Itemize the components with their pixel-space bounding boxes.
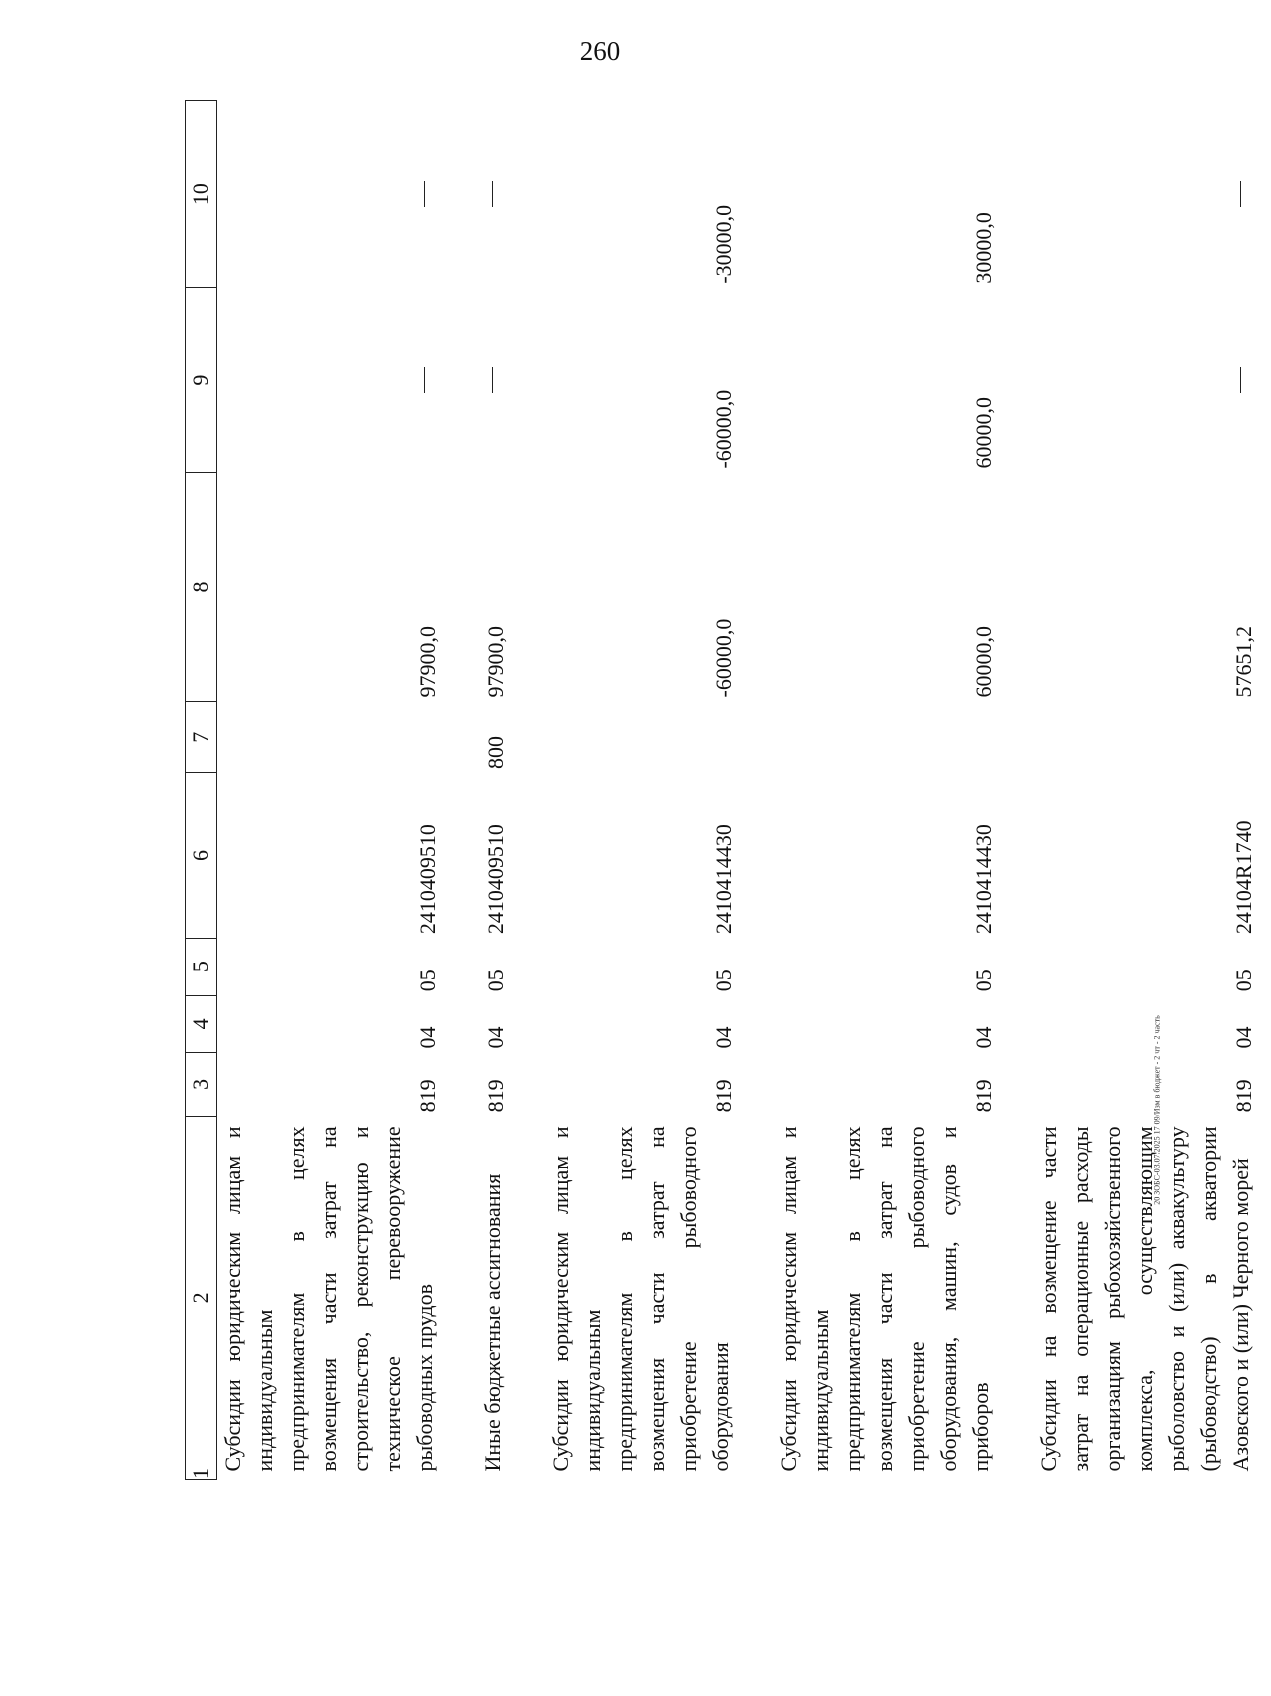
cell-col-10-dash — [1033, 101, 1271, 288]
cell-col-9-dash — [1033, 288, 1271, 473]
cell-col-6: 2410414430 — [971, 824, 996, 935]
cell-col-7 — [1033, 701, 1271, 773]
header-col-6: 6 — [186, 773, 217, 938]
header-col-10: 10 — [186, 101, 217, 288]
cell-col-9-dash — [477, 288, 523, 473]
table-row — [217, 101, 456, 1480]
cell-col-8: 97900,0 — [415, 625, 440, 698]
row-description: Субсидии юридическим лицам и индивидуальным предпринимателям в целях возмещения части затрат на приобретение рыбоводного оборудования, машин, судов и приборов — [776, 1126, 993, 1472]
cell-col-6: 24104R1740 — [1231, 820, 1256, 935]
cell-col-3: 819 — [1231, 1079, 1256, 1113]
cell-col-4: 04 — [971, 1026, 996, 1049]
cell-col-9: -60000,0 — [711, 389, 736, 469]
row-description: Субсидии юридическим лицам и индивидуальным предпринимателям в целях возмещения части затрат на строительство, реконструкцию и техническое перевооружение рыбоводных прудов — [220, 1126, 437, 1472]
header-col-4: 4 — [186, 995, 217, 1052]
page-number: 260 — [579, 36, 621, 66]
cell-col-10-dash — [477, 101, 523, 288]
table-row — [1033, 101, 1271, 1480]
header-col-3: 3 — [186, 1053, 217, 1117]
cell-col-6: 2410409510 — [483, 824, 508, 935]
cell-col-10: 30000,0 — [971, 212, 996, 284]
cell-col-3: 819 — [415, 1079, 440, 1113]
cell-col-5: 05 — [415, 969, 440, 992]
cell-col-4: 04 — [1231, 1026, 1256, 1049]
cell-col-5: 05 — [711, 969, 736, 992]
cell-col-9: 60000,0 — [971, 397, 996, 469]
header-col-7: 7 — [186, 701, 217, 773]
cell-col-5: 05 — [483, 969, 508, 992]
cell-col-9-dash — [217, 288, 456, 473]
header-col-9: 9 — [186, 288, 217, 473]
cell-col-7 — [217, 701, 456, 773]
header-col-5: 5 — [186, 938, 217, 995]
cell-col-8: 97900,0 — [483, 625, 508, 698]
header-col-2: 2 — [186, 1116, 217, 1479]
cell-col-3: 819 — [971, 1079, 996, 1113]
row-description: Субсидии на возмещение части затрат на операционные расходы организациям рыбохозяйственного комплекса, осуществляющим рыболовство и (или) аквакультуру (рыбоводство) в акватории Азовского и (или) Черного морей — [1036, 1126, 1253, 1472]
cell-col-8: -60000,0 — [711, 618, 736, 698]
cell-col-6: 2410409510 — [415, 824, 440, 935]
table-row — [773, 101, 1011, 1480]
cell-col-7: 800 — [483, 735, 508, 769]
header-col-8: 8 — [186, 473, 217, 702]
row-description: Иные бюджетные ассигнования — [480, 1173, 505, 1472]
cell-col-6: 2410414430 — [711, 824, 736, 935]
row-description: Субсидии юридическим лицам и индивидуальным предпринимателям в целях возмещения части затрат на приобретение рыбоводного оборудования — [548, 1126, 733, 1472]
cell-col-5: 05 — [971, 969, 996, 992]
budget-table — [185, 100, 1271, 1480]
cell-col-5: 05 — [1231, 969, 1256, 992]
table-row — [477, 101, 523, 1480]
table-header-row: 1 2 3 4 5 6 7 8 9 10 — [186, 101, 217, 1480]
cell-col-8: 60000,0 — [971, 625, 996, 698]
cell-col-7 — [545, 701, 751, 773]
cell-col-7 — [773, 701, 1011, 773]
cell-col-10: -30000,0 — [711, 204, 736, 284]
table-row — [545, 101, 751, 1480]
cell-col-3: 819 — [483, 1079, 508, 1113]
cell-col-4: 04 — [711, 1026, 736, 1049]
footer-note: 20 ЗОБС-03.07.2025 17 09/Изм в бюджет - 2 чт - 2 часть — [1152, 1015, 1162, 1205]
cell-col-4: 04 — [415, 1026, 440, 1049]
cell-col-10-dash — [217, 101, 456, 288]
cell-col-3: 819 — [711, 1079, 736, 1113]
cell-col-8: 57651,2 — [1231, 625, 1256, 698]
cell-col-4: 04 — [483, 1026, 508, 1049]
